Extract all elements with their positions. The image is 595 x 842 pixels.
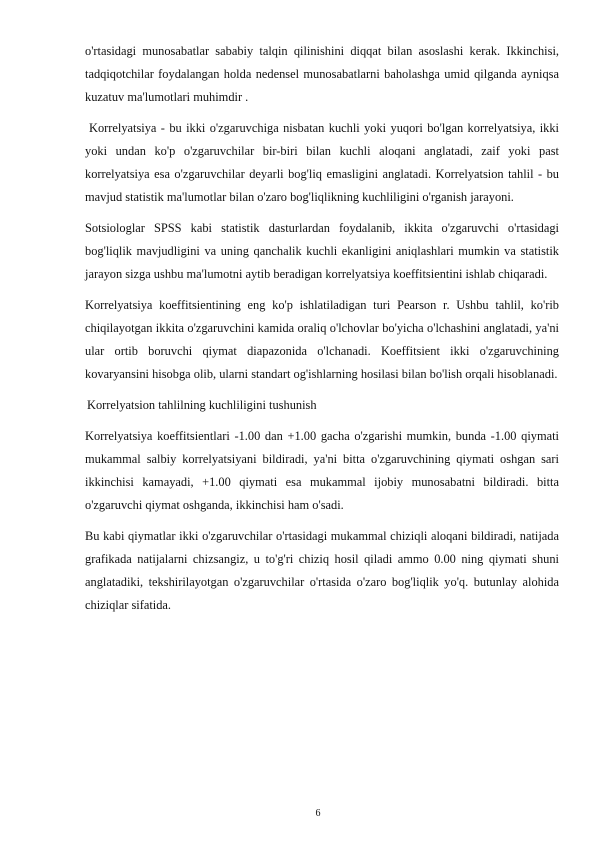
paragraph-2: Korrelyatsiya - bu ikki o'zgaruvchiga nisbatan kuchli yoki yuqori bo'lgan korrelyatsiya, ikki yoki undan ko'p o'zgaruvchilar bir-biri bilan kuchli aloqani anglatadi, zaif yoki past korrelyatsiya esa o'zgaruvchilar deyarli bog'liq emasligini anglatadi. Korrelyatsion tahlil - bu mavjud statistik ma'lumotlar bilan o'zaro bog'liqlikning kuchliligini o'rganish jarayoni.	[85, 121, 559, 204]
paragraph-1: o'rtasidagi munosabatlar sababiy talqin qilinishini diqqat bilan asoslashi kerak. Ikkinchisi, tadqiqotchilar foydalangan holda nedensel munosabatlarni baholashga umid qilganda ayniqsa kuzatuv ma'lumotlari muhimdir .	[85, 44, 559, 104]
paragraph-5: Korrelyatsiya koeffitsientlari -1.00 dan +1.00 gacha o'zgarishi mumkin, bunda -1.00 qiymati mukammal salbiy korrelyatsiyani bildiradi, ya'ni bitta o'zgaruvchining qiymati oshgan sari ikkinchisi kamayadi, +1.00 qiymati esa mukammal ijobiy munosabatni bildiradi. bitta o'zgaruvchi qiymat oshganda, ikkinchisi ham o'sadi.	[85, 429, 559, 512]
paragraph-3: Sotsiologlar SPSS kabi statistik dasturlardan foydalanib, ikkita o'zgaruvchi o'rtasidagi bog'liqlik mavjudligini va uning qanchalik kuchli ekanligini aniqlashlari mumkin va statistik jarayon sizga ushbu ma'lumotni aytib beradigan korrelyatsiya koeffitsientini ishlab chiqaradi.	[85, 221, 559, 281]
paragraph-4: Korrelyatsiya koeffitsientining eng ko'p ishlatiladigan turi Pearson r. Ushbu tahlil, ko'rib chiqilayotgan ikkita o'zgaruvchini kamida oraliq o'lchovlar bo'yicha o'lchashini anglatadi, ya'ni ular ortib boruvchi qiymat diapazonida o'lchanadi. Koeffitsient ikki o'zgaruvchining kovaryansini hisobga olib, ularni standart og'ishlarning hosilasi bilan bo'lish orqali hisoblanadi.	[85, 298, 559, 381]
document-body	[85, 40, 559, 617]
page-number: 6	[315, 808, 321, 819]
paragraph-6: Bu kabi qiymatlar ikki o'zgaruvchilar o'rtasidagi mukammal chiziqli aloqani bildiradi, natijada grafikada natijalarni chizsangiz, u to'g'ri chiziq hosil qiladi ammo 0.00 ning qiymati shuni anglatadiki, tekshirilayotgan o'zgaruvchilar o'rtasida o'zaro bog'liqlik yo'q. butunlay alohida chiziqlar sifatida.	[85, 529, 559, 612]
section-heading: Korrelyatsion tahlilning kuchliligini tushunish	[87, 398, 317, 412]
